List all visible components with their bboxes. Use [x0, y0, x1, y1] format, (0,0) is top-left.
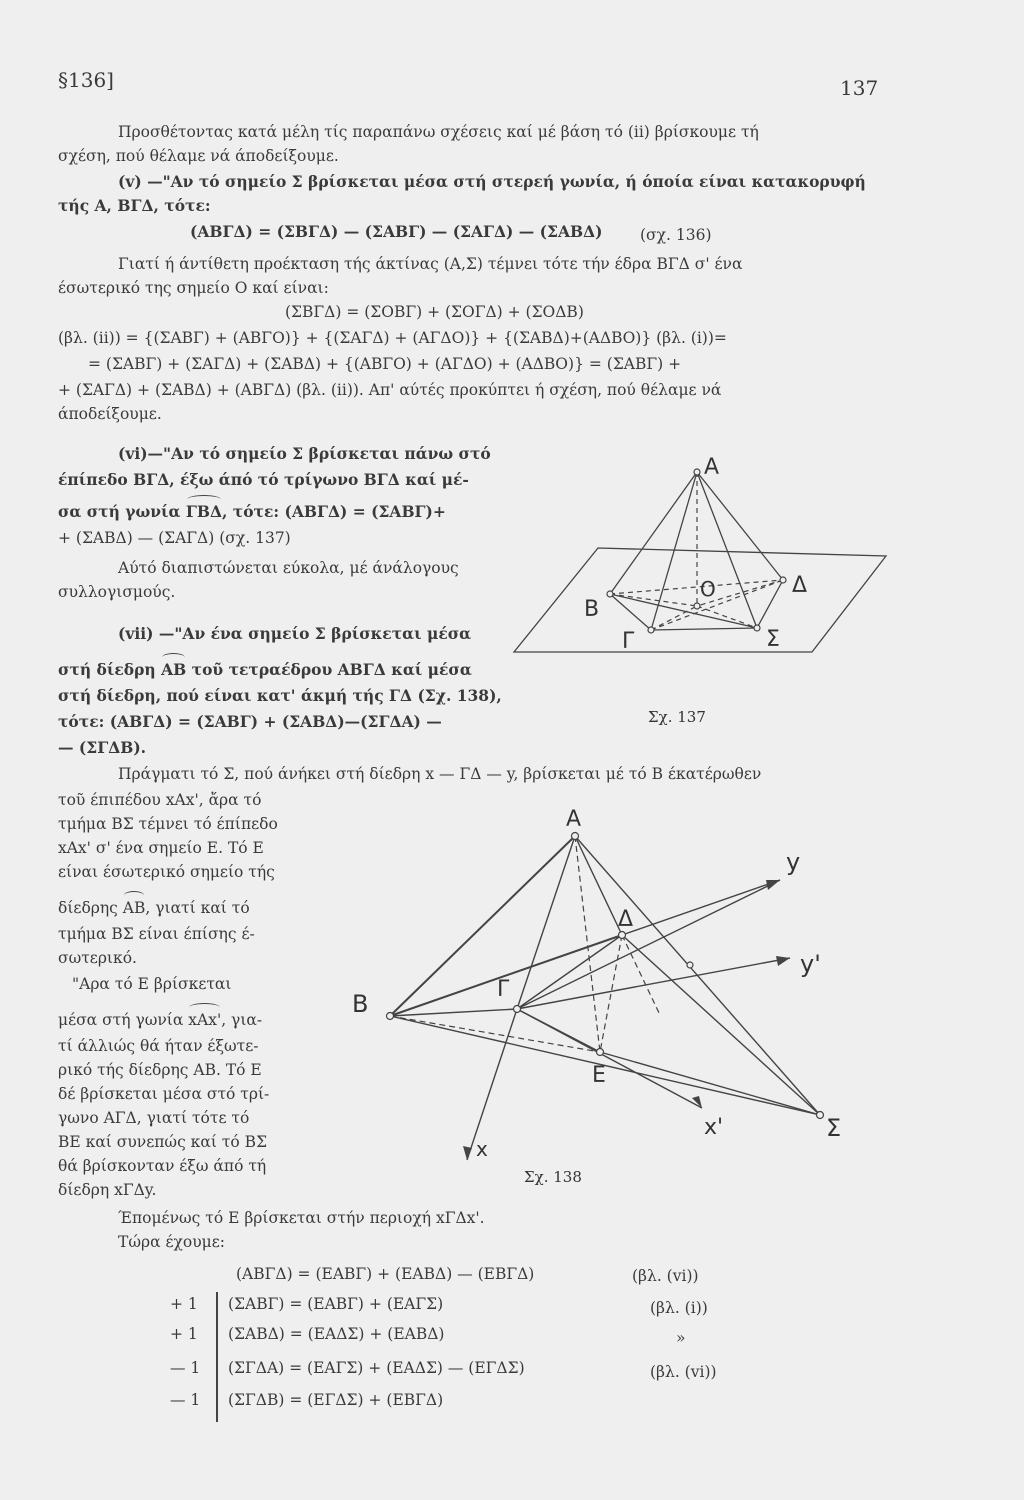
label-O: Ο: [700, 577, 716, 601]
text-line: "Αρα τό Ε βρίσκεται: [72, 975, 232, 993]
equation-coef-2: + 1: [170, 1325, 198, 1343]
figure-reference: (σχ. 136): [640, 226, 712, 244]
text-line: ρικό τής δίεδρης ΑΒ. Τό Ε: [58, 1061, 262, 1079]
text-line: Γιατί ή άντίθετη προέκταση τής άκτίνας (Α,Σ) τέμνει τότε τήν έδρα ΒΓΔ σ' ένα: [118, 255, 743, 273]
text-line: τί άλλιώς θά ήταν έξωτε-: [58, 1037, 259, 1055]
text-line: + (ΣΑΓΔ) + (ΣΑΒΔ) + (ΑΒΓΔ) (βλ. (ii)). Απ' αύτές προκύπτει ή σχέση, πού θέλαμε νά: [58, 381, 722, 399]
label-D: Δ: [618, 907, 634, 932]
text-line: σα στή γωνία ΓΒΔ, τότε: (ΑΒΓΔ) = (ΣΑΒΓ)+: [58, 502, 446, 521]
text-line: Τώρα έχουμε:: [118, 1233, 225, 1251]
label-S: Σ: [826, 1114, 842, 1142]
dihedral-notation: ΑΒ: [161, 660, 187, 679]
text-line: είναι έσωτερικό σημείο τής: [58, 863, 275, 881]
case-vii-heading: (vii) —"Αν ένα σημείο Σ βρίσκεται μέσα: [118, 624, 472, 643]
equation-ref-3: (βλ. (vi)): [650, 1363, 717, 1381]
text-line: έσωτερικό της σημείο Ο καί είναι:: [58, 279, 329, 297]
text-line: ΒΕ καί συνεπώς καί τό ΒΣ: [58, 1133, 268, 1151]
case-vi-heading: (vi)—"Αν τό σημείο Σ βρίσκεται πάνω στό: [118, 444, 491, 463]
plane-outline: [514, 548, 886, 652]
figure-caption: Σχ. 138: [524, 1168, 582, 1186]
text-line: σωτερικό.: [58, 949, 137, 967]
text-line: έπίπεδο ΒΓΔ, έξω άπό τό τρίγωνο ΒΓΔ καί μέ-: [58, 470, 469, 489]
text-line: Έπομένως τό Ε βρίσκεται στήν περιοχή xΓΔx'.: [118, 1209, 485, 1227]
text-line: τμήμα ΒΣ τέμνει τό έπίπεδο: [58, 815, 278, 833]
label-x-prime: x': [704, 1115, 724, 1140]
dihedral-notation: ΑΒ: [122, 899, 146, 917]
text-line: (βλ. (ii)) = {(ΣΑΒΓ) + (ΑΒΓΟ)} + {(ΣΑΓΔ) + (ΑΓΔΟ)} + {(ΣΑΒΔ)+(ΑΔΒΟ)} (βλ. (i))=: [58, 329, 727, 347]
text-line: — (ΣΓΔΒ).: [58, 738, 147, 757]
text-line: θά βρίσκονταν έξω άπό τή: [58, 1157, 267, 1175]
text-line: Πράγματι τό Σ, πού άνήκει στή δίεδρη x — ΓΔ — y, βρίσκεται μέ τό Β έκατέρωθεν: [118, 765, 762, 783]
label-G: Γ: [497, 977, 510, 1002]
equation-row-2: (ΣΑΒΔ) = (ΕΑΔΣ) + (ΕΑΒΔ): [228, 1325, 445, 1343]
angle-notation: ΓΒΔ: [185, 502, 222, 521]
text-line: άποδείξουμε.: [58, 405, 162, 423]
text-line: τοῦ έπιπέδου xAx', ἄρα τό: [58, 791, 262, 809]
text-line: δέ βρίσκεται μέσα στό τρί-: [58, 1085, 270, 1103]
equation-coef-1: + 1: [170, 1295, 198, 1313]
text-line: = (ΣΑΒΓ) + (ΣΑΓΔ) + (ΣΑΒΔ) + {(ΑΒΓΟ) + (ΑΓΔΟ) + (ΑΔΒΟ)} = (ΣΑΒΓ) +: [88, 355, 682, 373]
figure-caption: Σχ. 137: [648, 708, 706, 726]
text-line: συλλογισμούς.: [58, 583, 176, 601]
figure-138: [390, 836, 820, 1160]
equation-ref-1: (βλ. (i)): [650, 1299, 708, 1317]
equation: (ΣΒΓΔ) = (ΣΟΒΓ) + (ΣΟΓΔ) + (ΣΟΔΒ): [285, 303, 584, 321]
text-line: μέσα στή γωνία xAx', για-: [58, 1011, 263, 1029]
text-line: Προσθέτοντας κατά μέλη τίς παραπάνω σχέσεις καί μέ βάση τό (ii) βρίσκουμε τή: [118, 123, 759, 141]
text-line: δίεδρη xΓΔy.: [58, 1181, 157, 1199]
equation-row-4: (ΣΓΔΒ) = (ΕΓΔΣ) + (ΕΒΓΔ): [228, 1391, 444, 1409]
case-v-heading: (v) —"Αν τό σημείο Σ βρίσκεται μέσα στή στερεή γωνία, ή όποία είναι κατακορυφή: [118, 172, 866, 191]
equation-ref-0: (βλ. (vi)): [632, 1267, 699, 1285]
equation: (ΑΒΓΔ) = (ΣΒΓΔ) — (ΣΑΒΓ) — (ΣΑΓΔ) — (ΣΑΒΔ): [190, 222, 603, 241]
text-line: γωνο ΑΓΔ, γιατί τότε τό: [58, 1109, 250, 1127]
equation-row-1: (ΣΑΒΓ) = (ΕΑΒΓ) + (ΕΑΓΣ): [228, 1295, 444, 1313]
label-G: Γ: [622, 629, 635, 654]
label-y-prime: y': [800, 950, 821, 978]
page-number: 137: [840, 76, 879, 100]
label-A: Α: [704, 455, 720, 480]
text-line: στή δίεδρη, πού είναι κατ' άκμή τής ΓΔ (Σχ. 138),: [58, 686, 502, 705]
equation-brace: [216, 1292, 218, 1422]
label-x: x: [476, 1137, 488, 1161]
label-D: Δ: [792, 573, 808, 598]
equation-coef-3: — 1: [170, 1359, 201, 1377]
equation-coef-4: — 1: [170, 1391, 201, 1409]
text-line: σχέση, πού θέλαμε νά άποδείξουμε.: [58, 147, 339, 165]
section-number: §136]: [58, 68, 114, 92]
label-E: Ε: [592, 1063, 606, 1088]
text-line: τότε: (ΑΒΓΔ) = (ΣΑΒΓ) + (ΣΑΒΔ)—(ΣΓΔΑ) —: [58, 712, 442, 731]
text-line: xAx' σ' ένα σημείο Ε. Τό Ε: [58, 839, 264, 857]
label-S: Σ: [766, 627, 780, 652]
text-line: Αύτό διαπιστώνεται εύκολα, μέ άνάλογους: [118, 559, 459, 577]
label-B: Β: [584, 597, 600, 622]
equation-row-0: (ΑΒΓΔ) = (ΕΑΒΓ) + (ΕΑΒΔ) — (ΕΒΓΔ): [236, 1265, 535, 1283]
label-y: y: [786, 848, 801, 876]
angle-notation: xAx': [188, 1011, 222, 1029]
equation-ref-2: »: [676, 1329, 686, 1347]
equation-row-3: (ΣΓΔΑ) = (ΕΑΓΣ) + (ΕΑΔΣ) — (ΕΓΔΣ): [228, 1359, 525, 1377]
text-line: τμήμα ΒΣ είναι έπίσης έ-: [58, 925, 255, 943]
label-A: Α: [566, 807, 582, 832]
label-B: Β: [352, 990, 369, 1018]
text-line: + (ΣΑΒΔ) — (ΣΑΓΔ) (σχ. 137): [58, 529, 291, 547]
text-line: δίεδρης ΑΒ, γιατί καί τό: [58, 899, 250, 917]
text-line: τής Α, ΒΓΔ, τότε:: [58, 196, 211, 215]
text-line: στή δίεδρη ΑΒ τοῦ τετραέδρου ΑΒΓΔ καί μέσα: [58, 660, 472, 679]
